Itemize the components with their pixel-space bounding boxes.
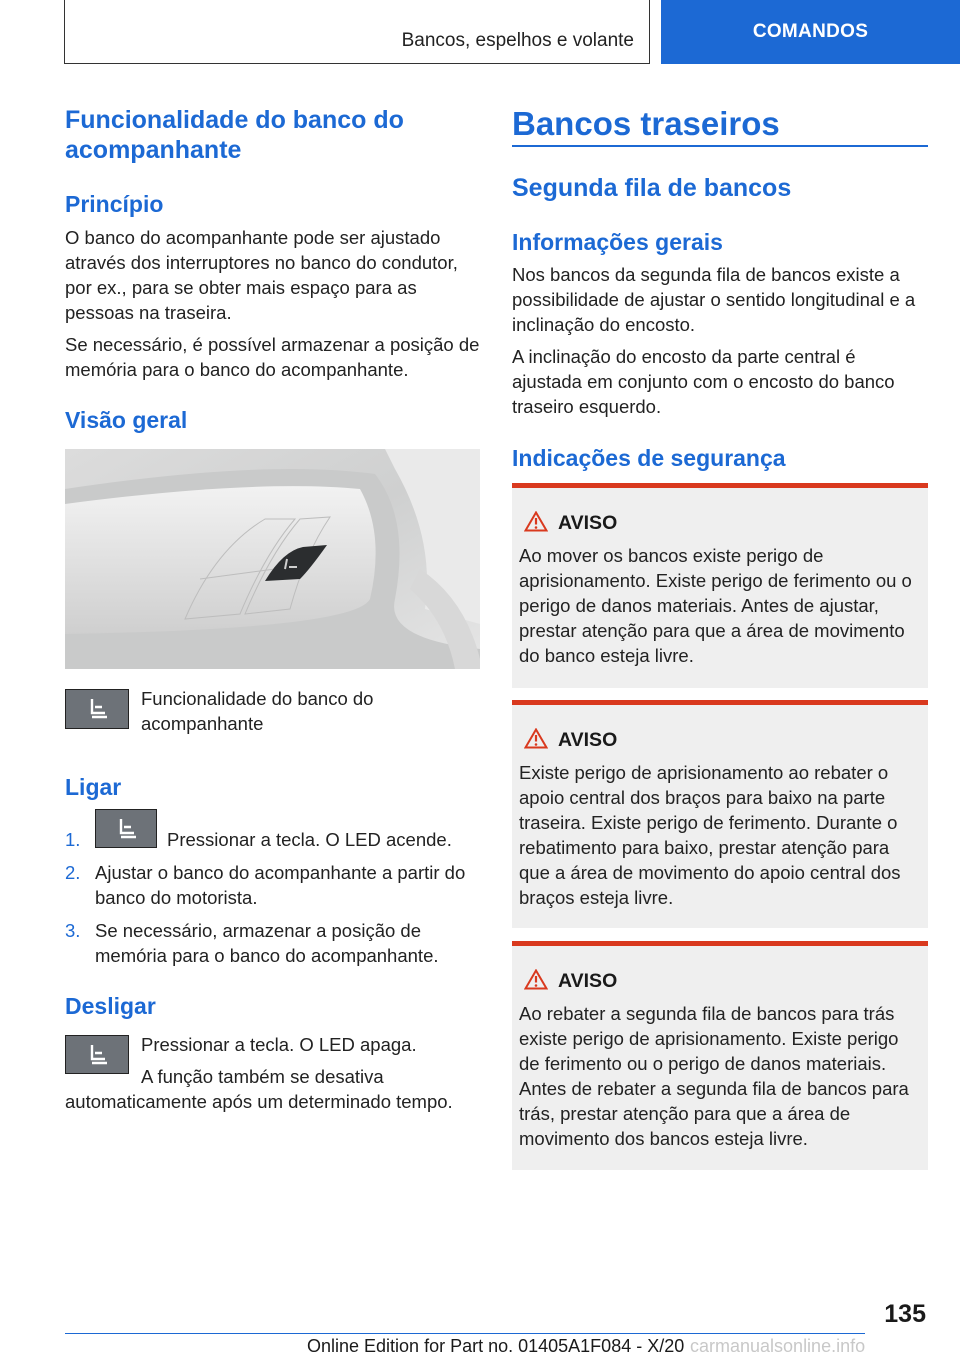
step-text: Ajustar o banco do acompanhante a partir do banco do motorista. bbox=[95, 862, 466, 908]
warning-box bbox=[512, 941, 928, 1170]
right-subtitle: Segunda fila de bancos bbox=[512, 174, 792, 202]
footer-rule bbox=[65, 1333, 865, 1334]
photo-caption: Funcionalidade do banco do acompanhante bbox=[141, 688, 374, 734]
principio-paragraph-2: Se necessário, é possível armazenar a posição de memória para o banco do acompanhante. bbox=[65, 334, 480, 380]
desligar-heading: Desligar bbox=[65, 993, 156, 1019]
page-number: 135 bbox=[884, 1300, 926, 1328]
info-heading: Informações gerais bbox=[512, 229, 723, 255]
seat-function-icon bbox=[65, 689, 129, 729]
step-text: Se necessário, armazenar a posição de memória para o banco do acompanhante. bbox=[95, 920, 439, 966]
edition-text: Online Edition for Part no. 01405A1F084 - X/20 bbox=[307, 1336, 685, 1356]
chapter-tab[interactable]: COMANDOS bbox=[661, 0, 960, 64]
warning-bar bbox=[512, 483, 928, 488]
step-number: 3. bbox=[65, 920, 81, 941]
step-text: Pressionar a tecla. O LED acende. bbox=[167, 829, 452, 850]
warning-bar bbox=[512, 941, 928, 946]
warning-label: AVISO bbox=[558, 970, 618, 992]
watermark: carmanualsonline.info bbox=[690, 1336, 866, 1356]
seat-button-icon bbox=[95, 809, 157, 848]
step-number: 1. bbox=[65, 829, 81, 850]
title-rule bbox=[512, 145, 928, 147]
warning-triangle-icon bbox=[524, 511, 548, 537]
warning-text: Ao mover os bancos existe perigo de aprisionamento. Existe perigo de ferimento ou o perigo de danos materiais. Antes de ajustar, prestar atenção para que a área de movimento do banco esteja livre. bbox=[519, 545, 912, 666]
section-title: Bancos, espelhos e volante bbox=[401, 30, 634, 51]
desligar-paragraph-1: Pressionar a tecla. O LED apaga. bbox=[141, 1034, 417, 1055]
right-title: Bancos traseiros bbox=[512, 105, 780, 142]
warning-triangle-icon bbox=[524, 728, 548, 754]
info-paragraph-2: A inclinação do encosto da parte central é ajustada em conjunto com o encosto do banco traseiro esquerdo. bbox=[512, 346, 895, 417]
principio-heading: Princípio bbox=[65, 191, 164, 217]
info-paragraph-1: Nos bancos da segunda fila de bancos existe a possibilidade de ajustar o sentido longitudinal e a inclinação do encosto. bbox=[512, 264, 916, 335]
warning-text: Ao rebater a segunda fila de bancos para trás existe perigo de aprisionamento. Existe perigo de ferimento ou o perigo de danos materiais. Antes de rebater a segunda fila de bancos para trás, prestar atenção para que a área de movimento dos bancos esteja livre. bbox=[519, 1003, 909, 1149]
desligar-paragraph-2: A função também se desativa automaticamente após um determinado tempo. bbox=[65, 1066, 453, 1112]
principio-paragraph-1: O banco do acompanhante pode ser ajustado através dos interruptores no banco do condutor, por ex., para se obter mais espaço para as pessoas na traseira. bbox=[65, 227, 458, 323]
warning-label: AVISO bbox=[558, 512, 618, 534]
warning-text: Existe perigo de aprisionamento ao rebater o apoio central dos braços para baixo na parte traseira. Existe perigo de ferimento. Durante o rebatimento para baixo, prestar atenção para que a área de movimento do apoio central dos braços esteja livre. bbox=[519, 762, 901, 908]
step-number: 2. bbox=[65, 862, 81, 883]
warning-box bbox=[512, 483, 928, 688]
seat-switch-photo bbox=[65, 449, 480, 669]
warning-triangle-icon bbox=[524, 969, 548, 995]
warning-box bbox=[512, 700, 928, 928]
seguranca-heading: Indicações de segurança bbox=[512, 445, 786, 471]
warning-label: AVISO bbox=[558, 729, 618, 751]
left-title: Funcionalidade do banco do acompanhante bbox=[65, 106, 404, 164]
ligar-heading: Ligar bbox=[65, 774, 122, 800]
visao-heading: Visão geral bbox=[65, 407, 188, 433]
warning-bar bbox=[512, 700, 928, 705]
